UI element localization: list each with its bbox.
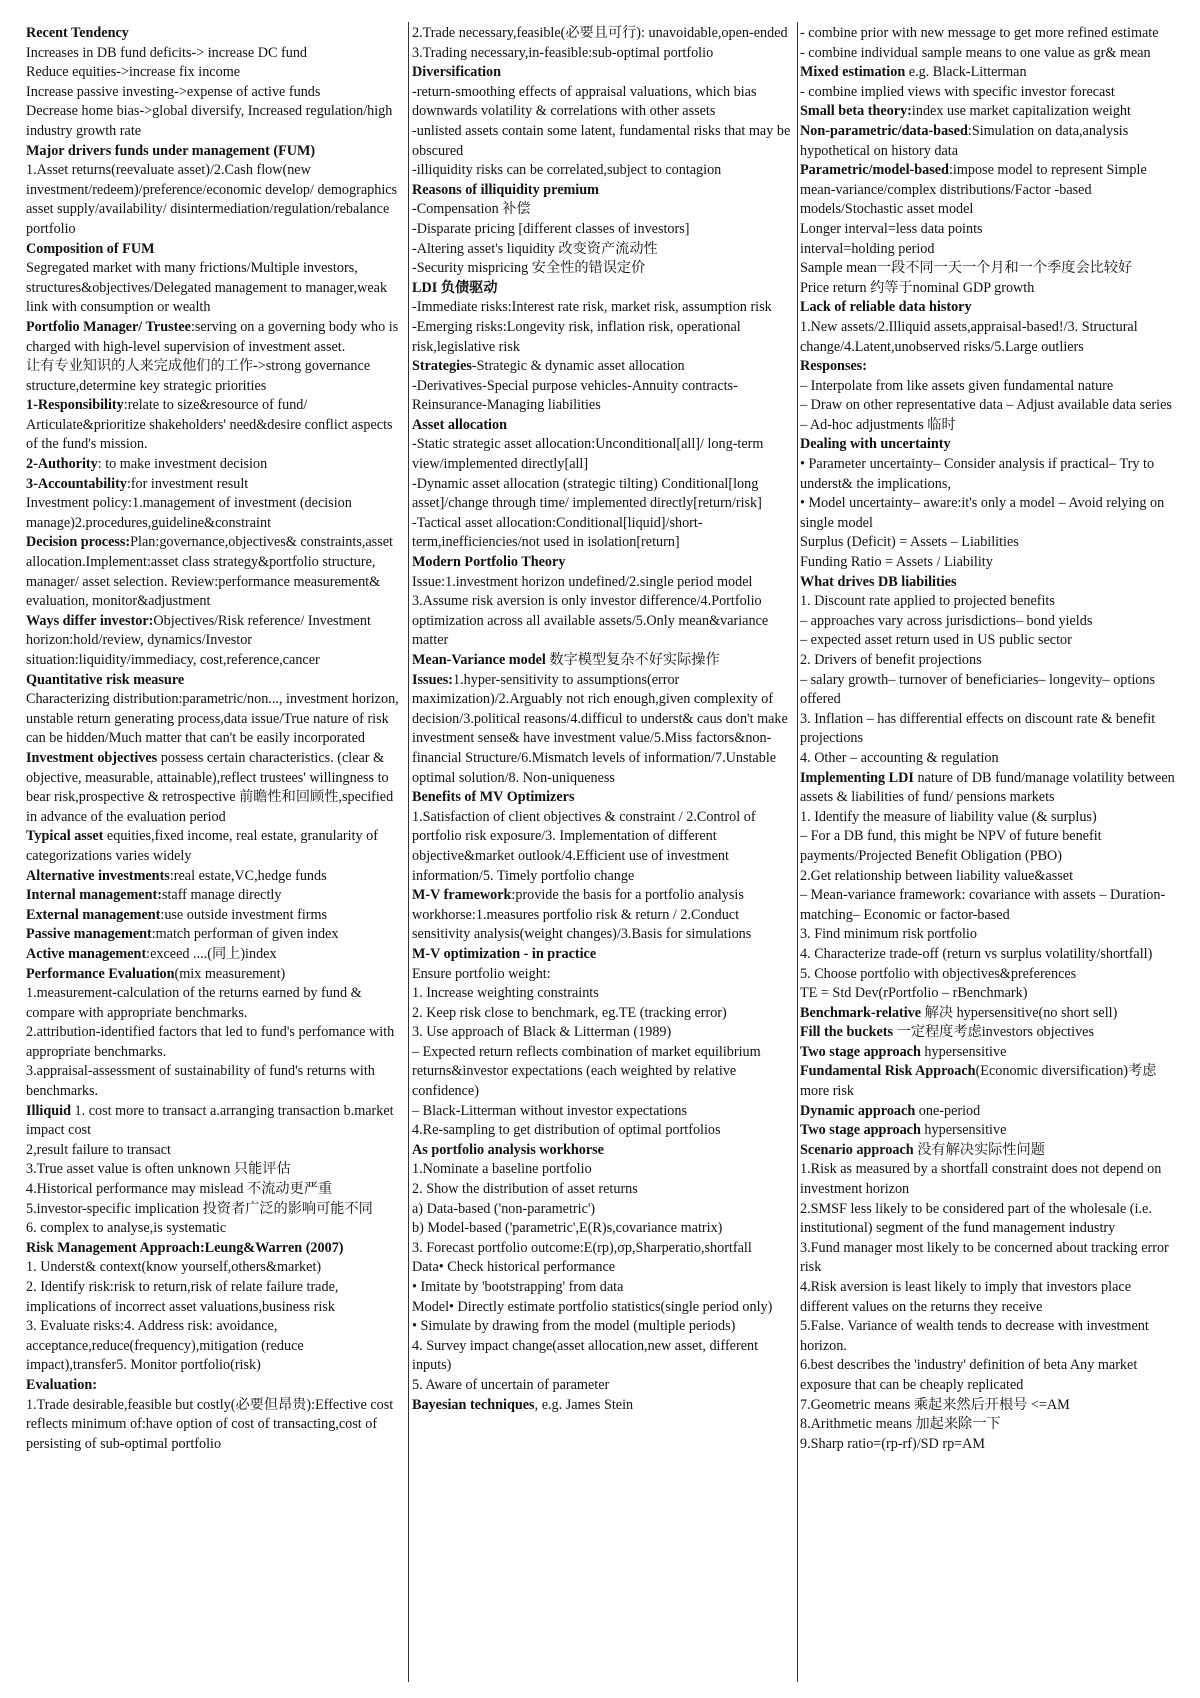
note-line: -return-smoothing effects of appraisal valuations, which bias downwards volatility & correlations with other assets xyxy=(412,83,757,120)
note-line: • Imitate by 'bootstrapping' from data xyxy=(412,1279,624,1295)
note-line: Issue:1.investment horizon undefined/2.single period model 3.Assume risk aversion is only investor difference/4.Portfolio optimization across all available assets/5.Only mean&variance matter xyxy=(412,573,769,649)
note-line: • Model uncertainty– aware:it's only a model – Avoid relying on single model xyxy=(800,495,1165,531)
note-line: 2. Identify risk:risk to return,risk of relate failure trade, implications of incorrect asset valuations,business risk xyxy=(26,1279,339,1315)
note-line: 2.SMSF less likely to be considered part of the wholesale (i.e. institutional) segment of the fund management industry xyxy=(800,1200,1152,1237)
term-label: Mixed estimation xyxy=(800,64,906,81)
note-line: Characterizing distribution:parametric/non..., investment horizon, unstable return generating process,data issue/True nature of risk can be hidden/Much matter that can't be easily incorporated xyxy=(26,691,399,747)
note-line: -illiquidity risks can be correlated,subject to contagion xyxy=(412,162,722,179)
term-text: staff manage directly xyxy=(161,887,282,904)
note-line: -Altering asset's liquidity 改变资产流动性 xyxy=(412,240,658,257)
term-definition xyxy=(26,318,404,357)
note-line: 3. Evaluate risks:4. Address risk: avoidance, acceptance,reduce(frequency),mitigation (reduce impact),transfer5. Monitor portfolio(risk) xyxy=(26,1318,304,1374)
term-text: -Strategic & dynamic asset allocation xyxy=(471,358,685,375)
note-line: -Emerging risks:Longevity risk, inflation risk, operational risk,legislative risk xyxy=(412,318,741,355)
note-line: 5. Choose portfolio with objectives&preferences xyxy=(800,965,1077,982)
section-heading: M-V optimization - in practice xyxy=(412,945,597,962)
note-line: Sample mean一段不同一天一个月和一个季度会比较好 xyxy=(800,260,1133,277)
term-definition xyxy=(26,396,404,455)
note-line: 1. Increase weighting constraints xyxy=(412,985,599,1002)
term-label: Dynamic approach xyxy=(800,1102,916,1119)
note-line: -Tactical asset allocation:Conditional[liquid]/short-term,inefficiencies/not used in isolation[return] xyxy=(412,514,703,551)
note-line: 5. Aware of uncertain of parameter xyxy=(412,1376,610,1393)
note-line: Decrease home bias->global diversify, Increased regulation/high industry growth rate xyxy=(26,103,393,139)
note-line: 9.Sharp ratio=(rp-rf)/SD rp=AM xyxy=(800,1435,986,1452)
note-line: -Compensation 补偿 xyxy=(412,201,531,218)
note-line: 3. Find minimum risk portfolio xyxy=(800,926,977,943)
note-line: Reduce equities->increase fix income xyxy=(26,64,241,81)
term-label: Implementing LDI xyxy=(800,769,914,786)
section-heading: Responses: xyxy=(800,358,868,375)
term-label: Scenario approach xyxy=(800,1141,914,1158)
note-line: 1.Satisfaction of client objectives & constraint / 2.Control of portfolio risk exposure/3. Implementation of different objective&market outlook/4.Efficient use of investment information/5. Timely portfolio change xyxy=(412,808,756,884)
note-line: -Derivatives-Special purpose vehicles-Annuity contracts-Reinsurance-Managing liabilities xyxy=(412,377,738,414)
term-label: Ways differ investor: xyxy=(26,612,154,629)
section-heading: Composition of FUM xyxy=(26,240,155,257)
term-text: e.g. Black-Litterman xyxy=(905,64,1027,81)
note-line: 4.Historical performance may mislead 不流动更严重 xyxy=(26,1181,333,1198)
note-line: 6.best describes the 'industry' definition of beta Any market exposure that can be cheaply replicated xyxy=(800,1357,1138,1393)
section-heading: Risk Management Approach:Leung&Warren (2007) xyxy=(26,1239,344,1256)
note-line: – Expected return reflects combination of market equilibrium returns&investor expectations (each weighted by relative confidence) xyxy=(412,1043,761,1100)
note-line: -Dynamic asset allocation (strategic tilting) Conditional[long asset]/change through time/ implemented directly[return/risk] xyxy=(412,475,762,512)
note-line: interval=holding period xyxy=(800,240,935,257)
column-2 xyxy=(412,24,796,1415)
term-label: Fundamental Risk Approach xyxy=(800,1063,976,1080)
section-heading: Reasons of illiquidity premium xyxy=(412,181,599,198)
term-label: Issues: xyxy=(412,671,453,688)
term-text: equities,fixed income, real estate, granularity of categorizations varies widely xyxy=(26,828,378,864)
section-heading: LDI 负债驱动 xyxy=(412,279,498,296)
note-line: 3.appraisal-assessment of sustainability of fund's returns with benchmarks. xyxy=(26,1063,375,1100)
note-line: Investment policy:1.management of investment (decision manage)2.procedures,guideline&constraint xyxy=(26,495,352,531)
note-line: Longer interval=less data points xyxy=(800,220,983,237)
term-text: (mix measurement) xyxy=(174,965,286,982)
note-line: 1.New assets/2.Illiquid assets,appraisal-based!/3. Structural change/4.Latent,unobserved risks/5.Large outliers xyxy=(800,318,1138,355)
term-text: hypersensitive xyxy=(920,1122,1007,1139)
term-label: Bayesian techniques xyxy=(412,1396,535,1413)
term-definition xyxy=(26,965,404,985)
term-label: Internal management: xyxy=(26,887,162,904)
note-line: 5.False. Variance of wealth tends to decrease with investment horizon. xyxy=(800,1318,1149,1354)
term-definition xyxy=(412,357,796,377)
term-definition xyxy=(800,769,1176,808)
note-line: Ensure portfolio weight: xyxy=(412,965,551,982)
note-line: - combine prior with new message to get more refined estimate xyxy=(800,25,1159,41)
term-label: Performance Evaluation xyxy=(26,965,175,982)
note-line: 3.True asset value is often unknown 只能评估 xyxy=(26,1161,291,1178)
note-line: Model• Directly estimate portfolio statistics(single period only) xyxy=(412,1298,773,1315)
section-heading: Recent Tendency xyxy=(26,25,129,41)
term-definition xyxy=(26,1102,404,1141)
term-text: 1. cost more to transact a.arranging transaction b.market impact cost xyxy=(26,1102,394,1139)
term-text: (Economic diversification)考虑more risk xyxy=(800,1063,1157,1100)
term-label: Investment objectives xyxy=(26,749,158,766)
term-text: index use market capitalization weight xyxy=(911,103,1131,120)
term-text: 数字模型复杂不好实际操作 xyxy=(545,652,720,668)
term-definition xyxy=(26,925,404,945)
term-definition xyxy=(800,1141,1176,1161)
note-line: -Immediate risks:Interest rate risk, market risk, assumption risk xyxy=(412,299,772,316)
note-line: 8.Arithmetic means 加起来除一下 xyxy=(800,1416,1001,1433)
term-text: Plan:governance,objectives& constraints,asset allocation.Implement:asset class strategy&portfolio structure, manager/ asset selection. Review:performance measurement& evaluation, monitor&adjustment xyxy=(26,534,393,610)
note-line: 1. Underst& context(know yourself,others&market) xyxy=(26,1259,322,1276)
term-definition xyxy=(26,475,404,495)
term-label: Strategies xyxy=(412,358,472,375)
term-definition xyxy=(800,102,1176,122)
term-label: Non-parametric/data-based xyxy=(800,122,968,139)
note-line: - combine individual sample means to one value as gr& mean xyxy=(800,44,1151,61)
note-line: Segregated market with many frictions/Multiple investors, structures&objectives/Delegated management to manager,weak link with consumption or wealth xyxy=(26,260,388,316)
term-text: : to make investment decision xyxy=(97,456,268,473)
note-line: 1.Nominate a baseline portfolio xyxy=(412,1161,592,1178)
term-definition xyxy=(800,161,1176,220)
term-text: 1.hyper-sensitivity to assumptions(error maximization)/2.Arguably not rich enough,given complexity of decision/3.political reasons/4.difficul to underst& caus don't make investment sense& have investment value/5.Miss factors&non- financial Structure/6.Mismatch levels of information/7.Unstable optimal solution/8. Non-uniqueness xyxy=(412,671,788,786)
note-line: – For a DB fund, this might be NPV of future benefit payments/Projected Benefit Obligation (PBO) xyxy=(800,828,1102,864)
term-definition xyxy=(26,945,404,965)
term-definition xyxy=(412,1396,796,1416)
note-line: – Black-Litterman without investor expectations xyxy=(412,1102,688,1119)
term-label: Fill the buckets xyxy=(800,1024,894,1041)
term-definition xyxy=(800,122,1176,161)
term-text: 解决 hypersensitive(no short sell) xyxy=(921,1004,1118,1021)
note-line: – Interpolate from like assets given fundamental nature xyxy=(800,377,1114,394)
note-line: 1.Trade desirable,feasible but costly(必要但昂贵):Effective cost reflects minimum of:have option of cost of transacting,cost of persisting of sub-optimal portfolio xyxy=(26,1396,394,1452)
column-divider xyxy=(797,22,798,1682)
term-label: Passive management xyxy=(26,926,152,943)
term-text: nature of DB fund/manage volatility between assets & liabilities of fund/ pensions markets xyxy=(800,769,1175,806)
term-text: , e.g. James Stein xyxy=(534,1396,634,1413)
note-line: Funding Ratio = Assets / Liability xyxy=(800,554,993,571)
term-definition xyxy=(800,1102,1176,1122)
note-line: • Simulate by drawing from the model (multiple periods) xyxy=(412,1318,736,1335)
note-line: – Mean-variance framework: covariance with assets – Duration-matching– Economic or factor-based xyxy=(800,887,1166,923)
note-line: 让有专业知识的人来完成他们的工作->strong governance structure,determine key strategic priorities xyxy=(26,358,371,394)
note-line: -Static strategic asset allocation:Unconditional[all]/ long-term view/implemented directly[all] xyxy=(412,436,764,473)
term-text: :use outside investment firms xyxy=(160,906,328,923)
section-heading: Dealing with uncertainty xyxy=(800,436,951,453)
note-line: 1.measurement-calculation of the returns earned by fund & compare with appropriate benchmarks. xyxy=(26,985,362,1021)
term-definition xyxy=(26,827,404,866)
section-heading: Modern Portfolio Theory xyxy=(412,554,566,571)
note-line: Data• Check historical performance xyxy=(412,1259,616,1276)
section-heading: Evaluation: xyxy=(26,1376,97,1393)
note-line: 6. complex to analyse,is systematic xyxy=(26,1220,227,1237)
term-label: Portfolio Manager/ Trustee xyxy=(26,318,191,335)
note-line: 4.Re-sampling to get distribution of optimal portfolios xyxy=(412,1122,721,1139)
term-label: Benchmark-relative xyxy=(800,1004,922,1021)
term-label: Alternative investments xyxy=(26,867,170,884)
note-line: – salary growth– turnover of beneficiaries– longevity– options offered xyxy=(800,671,1155,708)
note-line: 3. Use approach of Black & Litterman (1989) xyxy=(412,1024,672,1041)
term-text: :exceed ....(同上)index xyxy=(146,945,277,962)
term-text: 没有解决实际性问题 xyxy=(913,1141,1045,1158)
term-definition xyxy=(800,1004,1176,1024)
note-line: 2. Drivers of benefit projections xyxy=(800,652,982,668)
note-line: 4. Survey impact change(asset allocation,new asset, different inputs) xyxy=(412,1337,759,1374)
section-heading: Quantitative risk measure xyxy=(26,671,185,688)
term-text: :Simulation on data,analysis hypothetical on history data xyxy=(800,122,1129,159)
note-line: • Parameter uncertainty– Consider analysis if practical– Try to underst& the implications, xyxy=(800,456,1155,492)
term-text: :impose model to represent Simple mean-variance/complex distributions/Factor -based models/Stochastic asset model xyxy=(800,162,1147,218)
note-line: – expected asset return used in US public sector xyxy=(800,632,1072,649)
term-definition xyxy=(26,455,404,475)
term-text: Objectives/Risk reference/ Investment horizon:hold/review, dynamics/Investor situation:liquidity/immediacy, cost,reference,cancer xyxy=(26,612,371,668)
term-label: 3-Accountability xyxy=(26,475,127,492)
term-label: Typical asset xyxy=(26,828,104,845)
note-line: a) Data-based ('non-parametric') xyxy=(412,1200,596,1217)
term-definition xyxy=(412,886,796,945)
note-line: 3. Inflation – has differential effects on discount rate & benefit projections xyxy=(800,710,1156,747)
term-text: :real estate,VC,hedge funds xyxy=(169,867,327,884)
section-heading: Major drivers funds under management (FUM) xyxy=(26,142,316,159)
note-line: - combine implied views with specific investor forecast xyxy=(800,83,1115,100)
section-heading: Lack of reliable data history xyxy=(800,299,972,316)
term-text: hypersensitive xyxy=(920,1043,1007,1060)
section-heading: As portfolio analysis workhorse xyxy=(412,1141,604,1158)
term-definition xyxy=(412,651,796,671)
term-label: 2-Authority xyxy=(26,456,98,473)
term-definition xyxy=(800,1062,1176,1101)
note-line: – Draw on other representative data – Adjust available data series – Ad-hoc adjustments 临时 xyxy=(800,397,1172,433)
column-3 xyxy=(800,24,1176,1454)
note-line: Increases in DB fund deficits-> increase DC fund xyxy=(26,44,308,61)
section-heading: What drives DB liabilities xyxy=(800,573,957,590)
note-line: 7.Geometric means 乘起来然后开根号 <=AM xyxy=(800,1396,1070,1413)
note-line: 1. Identify the measure of liability value (& surplus) xyxy=(800,808,1097,825)
term-definition xyxy=(26,749,404,827)
term-text: 一定程度考虑investors objectives xyxy=(893,1024,1094,1041)
term-definition xyxy=(800,1121,1176,1141)
note-line: 3.Trading necessary,in-feasible:sub-optimal portfolio xyxy=(412,44,714,61)
term-definition xyxy=(26,886,404,906)
note-line: Price return 约等于nominal GDP growth xyxy=(800,279,1035,296)
note-line: 1.Asset returns(reevaluate asset)/2.Cash flow(new investment/redeem)/preference/economic develop/ demographics asset supply/availability/ disintermediation/regulation/rebalance portfolio xyxy=(26,162,398,237)
term-definition xyxy=(800,63,1176,83)
note-line: 4. Characterize trade-off (return vs surplus volatility/shortfall) xyxy=(800,945,1153,962)
term-definition xyxy=(800,1023,1176,1043)
note-line: 3.Fund manager most likely to be concerned about tracking error risk xyxy=(800,1239,1169,1276)
term-label: Two stage approach xyxy=(800,1122,921,1139)
term-label: Two stage approach xyxy=(800,1043,921,1060)
note-line: 2. Keep risk close to benchmark, eg.TE (tracking error) xyxy=(412,1004,727,1021)
term-text: :for investment result xyxy=(126,475,249,492)
note-line: 1.Risk as measured by a shortfall constraint does not depend on investment horizon xyxy=(800,1161,1162,1198)
note-line: 2.Trade necessary,feasible(必要且可行): unavoidable,open-ended xyxy=(412,25,788,41)
term-definition xyxy=(800,1043,1176,1063)
term-text: :provide the basis for a portfolio analysis workhorse:1.measures portfolio risk & return / 2.Conduct sensitivity analysis(weight changes)/3.Basis for simulations xyxy=(412,887,752,943)
note-line: Increase passive investing->expense of active funds xyxy=(26,83,321,100)
term-label: External management xyxy=(26,906,161,923)
term-definition xyxy=(26,612,404,671)
term-definition xyxy=(26,533,404,611)
section-heading: Asset allocation xyxy=(412,416,507,433)
note-line: -Disparate pricing [different classes of investors] xyxy=(412,220,690,237)
note-line: 2.attribution-identified factors that led to fund's perfomance with appropriate benchmarks. xyxy=(26,1024,395,1060)
note-line: 5.investor-specific implication 投资者广泛的影响可能不同 xyxy=(26,1200,373,1217)
note-line: TE = Std Dev(rPortfolio – rBenchmark) xyxy=(800,985,1028,1002)
note-line: 4. Other – accounting & regulation xyxy=(800,749,999,766)
term-label: Mean-Variance model xyxy=(412,652,546,668)
note-line: Surplus (Deficit) = Assets – Liabilities xyxy=(800,534,1019,551)
term-definition xyxy=(26,867,404,887)
term-label: Illiquid xyxy=(26,1102,71,1119)
term-label: M-V framework xyxy=(412,887,512,904)
term-label: Parametric/model-based xyxy=(800,162,949,179)
term-text: possess certain characteristics. (clear & objective, measurable, attainable),reflect trustees' willingness to bear risk,prospective & retrospective 前瞻性和回顾性,specified in advance of the evaluation period xyxy=(26,749,394,825)
term-label: Decision process: xyxy=(26,534,131,551)
term-label: Small beta theory: xyxy=(800,103,912,120)
note-line: – approaches vary across jurisdictions– bond yields xyxy=(800,612,1093,629)
column-divider xyxy=(408,22,409,1682)
column-1 xyxy=(26,24,404,1454)
term-text: one-period xyxy=(915,1102,981,1119)
term-label: 1-Responsibility xyxy=(26,397,124,414)
note-line: -unlisted assets contain some latent, fundamental risks that may be obscured xyxy=(412,122,791,159)
term-definition xyxy=(26,906,404,926)
section-heading: Benefits of MV Optimizers xyxy=(412,789,575,806)
note-line: 3. Forecast portfolio outcome:E(rp),σp,Sharperatio,shortfall xyxy=(412,1239,752,1256)
term-text: :match performan of given index xyxy=(151,926,339,943)
note-line: -Security mispricing 安全性的错误定价 xyxy=(412,260,646,277)
term-text: :relate to size&resource of fund/ Articulate&prioritize shakeholders' need&desire conflict aspects of the fund's mission. xyxy=(26,397,393,453)
note-line: 1. Discount rate applied to projected benefits xyxy=(800,593,1055,610)
term-label: Active management xyxy=(26,945,147,962)
note-line: 2,result failure to transact xyxy=(26,1141,171,1158)
note-line: 2.Get relationship between liability value&asset xyxy=(800,867,1074,884)
term-definition xyxy=(412,671,796,789)
note-line: 4.Risk aversion is least likely to imply that investors place different values on the returns they receive xyxy=(800,1279,1131,1315)
term-text: :serving on a governing body who is charged with high-level supervision of investment asset. xyxy=(26,318,399,355)
note-line: 2. Show the distribution of asset returns xyxy=(412,1181,638,1198)
section-heading: Diversification xyxy=(412,64,502,81)
note-line: b) Model-based ('parametric',E(R)s,covariance matrix) xyxy=(412,1220,723,1237)
